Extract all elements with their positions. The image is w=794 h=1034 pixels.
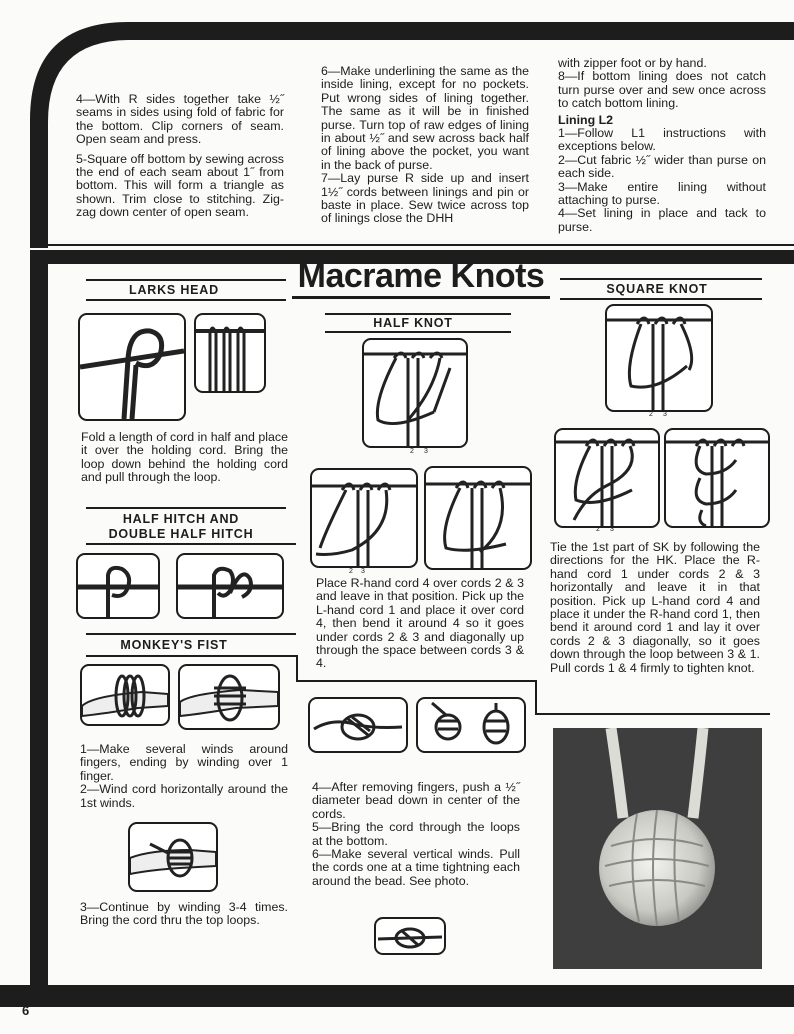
half-knot-fig1-label-2: 2 — [410, 448, 414, 455]
larks-rule-top — [86, 279, 286, 281]
double-half-hitch-figure — [176, 553, 284, 619]
half-knot-figure-2 — [310, 468, 418, 568]
top-col-3 — [558, 57, 766, 234]
square-knot-fig1-label-3: 3 — [663, 411, 667, 418]
half-hitch-rule-bottom — [86, 543, 296, 545]
lining-step-1: 1—Follow L1 instructions with exceptions below. — [558, 126, 766, 154]
monkeys-fist-figure-2 — [178, 664, 280, 730]
purse-step-4: 4—With R sides together take ½˝ seams in sides using fold of fabric for the bottom. Clip corners of seam. Open seam and press. — [76, 92, 284, 147]
half-hitch-figure — [76, 553, 160, 619]
half-knot-figure-1 — [362, 338, 468, 448]
monkeys-fist-figure-4 — [308, 697, 408, 753]
monkeys-fist-step-4: 4—After removing fingers, push a ½˝ diameter bead down in center of the cords. — [312, 780, 520, 821]
square-knot-figure-3 — [664, 428, 770, 528]
lining-step-4: 4—Set lining in place and tack to purse. — [558, 206, 766, 234]
monkeys-fist-rule-right — [535, 713, 770, 715]
half-knot-fig1-label-3: 3 — [424, 448, 428, 455]
square-knot-figure-2 — [554, 428, 660, 528]
monkeys-fist-step-5: 5—Bring the cord through the loops at the bottom. — [312, 820, 520, 848]
square-knot-heading: SQUARE KNOT — [606, 282, 708, 296]
square-knot-fig2-label-2: 2 — [596, 526, 600, 533]
monkeys-fist-figure-3 — [128, 822, 218, 892]
half-hitch-rule-top — [86, 507, 286, 509]
larks-head-text: Fold a length of cord in half and place it over the holding cord. Bring the loop down behind the holding cord and pull through the loop. — [81, 430, 288, 485]
monkeys-fist-steps-1-2 — [80, 743, 288, 810]
monkeys-fist-step-6: 6—Make several vertical winds. Pull the cords one at a time tightning each around the bead. See photo. — [312, 847, 520, 888]
square-knot-text: Tie the 1st part of SK by following the directions for the HK. Place the R-hand cord 1 under cords 2 & 3 horizontally and leave it in that position. Pick up L-hand cord 4 and place it under the R-hand cord 1, then bend it around cord 1 and lay it over cords 2 & 3 diagonally, so it goes down through the loop between 3 & 1. Pull cords 1 & 4 firmly to tighten knot. — [550, 540, 760, 675]
half-knot-heading: HALF KNOT — [373, 316, 453, 330]
half-knot-figure-3 — [424, 466, 532, 570]
purse-step-6: 6—Make underlining the same as the inside lining, except for no pockets. Put wrong sides of lining together. The same as it will be in finished purse. Turn top of raw edges of lining in about ½˝ and sew across back half of lining above the pocket, you want in the back of purse. — [321, 64, 529, 172]
larks-head-figure-2 — [194, 313, 266, 393]
square-knot-fig2-label-3: 3 — [610, 526, 614, 533]
top-col-2 — [321, 65, 529, 226]
half-knot-fig2-label-3: 3 — [361, 568, 365, 575]
square-knot-rule-top — [560, 278, 762, 280]
purse-step-7: 7—Lay purse R side up and insert 1½˝ cords between linings and pin or baste in place. Sew twice across top of linings close the DHH — [321, 171, 529, 226]
monkeys-fist-rule-bottom — [86, 655, 298, 657]
larks-head-heading: LARKS HEAD — [129, 283, 219, 297]
monkeys-fist-figure-5 — [416, 697, 526, 753]
top-col-1 — [76, 93, 284, 220]
half-knot-rule-top — [325, 313, 511, 315]
page-title: Macrame Knots — [297, 257, 545, 295]
title-underline — [292, 296, 550, 299]
half-knot-rule-bottom — [325, 331, 511, 333]
monkeys-fist-photo — [553, 728, 762, 969]
lining-l2-heading: Lining L2 — [558, 112, 614, 127]
lining-step-2: 2—Cut fabric ½˝ wider than purse on each side. — [558, 152, 766, 181]
lining-step-3: 3—Make entire lining without attaching to purse. — [558, 179, 766, 208]
monkeys-fist-figure-1 — [80, 664, 170, 726]
monkeys-fist-step-3: 3—Continue by winding 3-4 times. Bring the cord thru the top loops. — [80, 900, 288, 928]
monkeys-fist-step-1: 1—Make several winds around fingers, ending by winding over 1 finger. — [80, 742, 288, 783]
larks-rule-bottom — [86, 299, 286, 301]
monkeys-fist-heading: MONKEY'S FIST — [120, 638, 228, 652]
monkeys-fist-step-2: 2—Wind cord horizontally around the 1st winds. — [80, 782, 288, 810]
half-knot-fig2-label-2: 2 — [349, 568, 353, 575]
half-knot-text: Place R-hand cord 4 over cords 2 & 3 and leave in that position. Pick up the L-hand cord 1 and place it over cord 4, then bend it around 4 so it goes under cords 2 & 3 and diagonally up through the space between cords 3 & 4. — [316, 576, 524, 671]
half-hitch-heading-2: DOUBLE HALF HITCH — [108, 527, 254, 541]
monkeys-fist-steps-4-6 — [312, 781, 520, 888]
monkeys-fist-rule-step-2 — [535, 680, 537, 714]
square-knot-figure-1 — [605, 304, 713, 412]
monkeys-fist-rule-long — [296, 680, 536, 682]
monkeys-fist-figure-6 — [374, 917, 446, 955]
purse-step-8: 8—If bottom lining does not catch turn purse over and sew once across to catch bottom lining. — [558, 69, 766, 111]
larks-head-figure-1 — [78, 313, 186, 421]
monkeys-fist-rule-step — [296, 655, 298, 681]
page-number: 6 — [22, 1003, 30, 1018]
purse-step-5: 5-Square off bottom by sewing across the end of each seam about 1˝ from bottom. This will form a triangle as shown. Trim close to stitching. Zig-zag down center of open seam. — [76, 151, 284, 220]
purse-step-7-cont: with zipper foot or by hand. — [558, 56, 707, 70]
monkeys-fist-rule-top — [86, 633, 296, 635]
square-knot-rule-bottom — [560, 298, 762, 300]
square-knot-fig1-label-2: 2 — [649, 411, 653, 418]
half-hitch-heading-1: HALF HITCH AND — [122, 512, 240, 526]
